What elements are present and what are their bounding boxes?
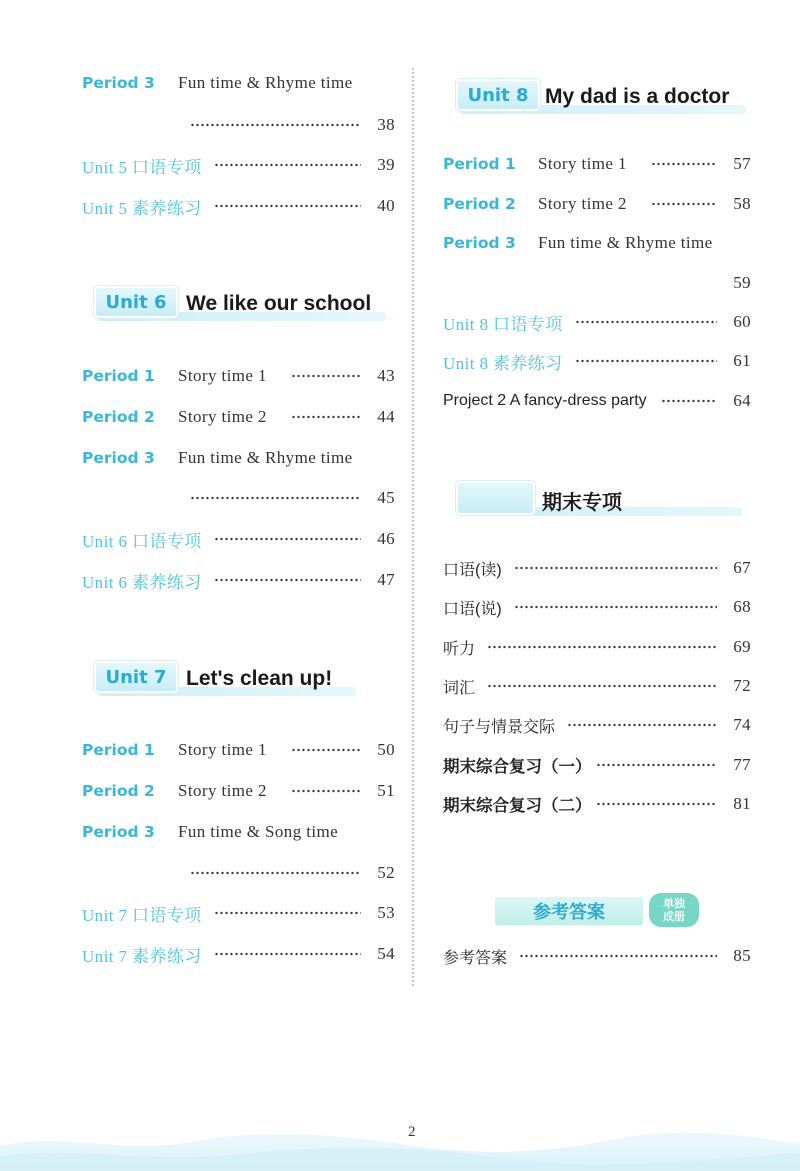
entry-title: Story time 1	[538, 154, 627, 173]
unit-practice-label: Unit 7 口语专项	[82, 905, 202, 925]
dot-leader	[651, 162, 717, 166]
page-number: 74	[733, 715, 751, 734]
toc-entry	[82, 819, 395, 845]
dot-leader	[291, 415, 361, 419]
toc-entry	[82, 778, 395, 804]
dot-leader	[596, 763, 718, 767]
toc-entry	[443, 634, 751, 660]
heading-box	[456, 481, 535, 515]
badge-line: 成册	[663, 910, 685, 923]
dot-leader	[567, 723, 717, 727]
entry-label: 口语(说)	[443, 600, 502, 618]
entry-title: Story time 1	[178, 740, 267, 759]
page-number: 53	[377, 903, 395, 922]
dot-leader	[190, 496, 361, 500]
dot-leader	[661, 399, 717, 403]
toc-entry	[82, 363, 395, 389]
dot-leader	[575, 359, 717, 363]
entry-label: 词汇	[443, 679, 476, 697]
page-number: 57	[733, 154, 751, 173]
toc-entry	[443, 555, 751, 581]
entry-title: Fun time & Rhyme time	[178, 73, 353, 92]
page-number: 68	[733, 597, 751, 616]
dot-leader	[291, 789, 361, 793]
dot-leader	[190, 123, 361, 127]
dot-leader	[214, 163, 361, 167]
page-number-footer: 2	[408, 1124, 416, 1140]
dot-leader	[190, 871, 361, 875]
page-number: 50	[377, 740, 395, 759]
dot-leader	[519, 954, 717, 958]
page-number: 58	[733, 194, 751, 213]
page-number: 72	[733, 676, 751, 695]
toc-entry	[82, 737, 395, 763]
page-number: 54	[377, 944, 395, 963]
answers-heading: 参考答案	[493, 895, 645, 927]
unit-practice-label: Unit 6 素养练习	[82, 572, 202, 592]
unit-title: Let's clean up!	[186, 667, 333, 690]
toc-entry	[82, 526, 395, 552]
page-number: 52	[377, 863, 395, 882]
page-number: 60	[733, 312, 751, 331]
period-label: Period 3	[443, 234, 516, 252]
entry-title: Story time 2	[178, 781, 267, 800]
entry-title: Fun time & Rhyme time	[538, 233, 713, 252]
toc-entry	[82, 941, 395, 967]
period-label: Period 1	[82, 367, 155, 385]
page-number: 51	[377, 781, 395, 800]
toc-entry	[443, 388, 751, 414]
unit-badge: Unit 8	[456, 79, 540, 111]
page-number: 45	[377, 488, 395, 507]
dot-leader	[575, 320, 717, 324]
unit-heading	[94, 661, 356, 701]
entry-label: 听力	[443, 640, 476, 658]
dot-leader	[514, 605, 717, 609]
dot-leader	[291, 748, 361, 752]
page-number: 81	[733, 794, 751, 813]
toc-entry	[82, 404, 395, 430]
period-label: Period 1	[82, 741, 155, 759]
period-label: Period 2	[443, 195, 516, 213]
page-number: 77	[733, 755, 751, 774]
toc-entry	[82, 70, 395, 96]
dot-leader	[596, 802, 718, 806]
toc-entry	[443, 752, 751, 778]
dot-leader	[214, 578, 361, 582]
badge-line: 单独	[663, 897, 685, 910]
dot-leader	[487, 645, 717, 649]
page-number: 64	[733, 391, 751, 410]
period-label: Period 3	[82, 449, 155, 467]
period-label: Period 2	[82, 408, 155, 426]
page-number: 61	[733, 351, 751, 370]
toc-entry	[443, 673, 751, 699]
page-number: 85	[733, 946, 751, 965]
page-number: 38	[377, 115, 395, 134]
period-label: Period 2	[82, 782, 155, 800]
page-number: 46	[377, 529, 395, 548]
final-review-heading	[456, 481, 742, 521]
dot-leader	[651, 202, 717, 206]
page-number: 39	[377, 155, 395, 174]
dot-leader	[487, 684, 717, 688]
page-number: 69	[733, 637, 751, 656]
period-label: Period 3	[82, 823, 155, 841]
toc-entry	[443, 151, 751, 177]
entry-title: Fun time & Rhyme time	[178, 448, 353, 467]
page-number: 59	[733, 273, 751, 292]
unit-badge: Unit 6	[94, 286, 178, 318]
toc-entry	[443, 943, 751, 969]
entry-title: Story time 2	[178, 407, 267, 426]
page-number: 44	[377, 407, 395, 426]
toc-entry	[82, 152, 395, 178]
section-title: 期末专项	[542, 490, 622, 514]
unit-title: My dad is a doctor	[545, 85, 730, 108]
unit-practice-label: Unit 7 素养练习	[82, 946, 202, 966]
entry-label: 口语(读)	[443, 561, 502, 579]
toc-entry	[443, 594, 751, 620]
period-label: Period 1	[443, 155, 516, 173]
entry-title: Fun time & Song time	[178, 822, 339, 841]
toc-entry	[82, 445, 395, 471]
toc-entry-continuation	[443, 270, 751, 296]
project-label: Project 2 A fancy-dress party	[443, 392, 647, 409]
period-label: Period 3	[82, 74, 155, 92]
dot-leader	[514, 566, 717, 570]
toc-entry	[82, 567, 395, 593]
dot-leader	[214, 204, 361, 208]
entry-label: 期末综合复习（一）	[443, 758, 592, 776]
entry-label: 参考答案	[443, 949, 508, 967]
toc-entry	[443, 791, 751, 817]
dot-leader	[214, 952, 361, 956]
unit-practice-label: Unit 5 口语专项	[82, 157, 202, 177]
dot-leader	[214, 911, 361, 915]
toc-entry	[443, 191, 751, 217]
page-number: 43	[377, 366, 395, 385]
unit-practice-label: Unit 5 素养练习	[82, 198, 202, 218]
page-number: 67	[733, 558, 751, 577]
toc-entry	[443, 348, 751, 374]
toc-entry	[443, 230, 751, 256]
dot-leader	[291, 374, 361, 378]
entry-title: Story time 1	[178, 366, 267, 385]
entry-label: 期末综合复习（二）	[443, 797, 592, 815]
unit-heading	[94, 286, 386, 326]
page-number: 40	[377, 196, 395, 215]
page-number: 47	[377, 570, 395, 589]
toc-entry	[443, 712, 751, 738]
unit-badge: Unit 7	[94, 661, 178, 693]
toc-entry	[82, 900, 395, 926]
unit-title: We like our school	[186, 292, 372, 315]
toc-entry	[443, 309, 751, 335]
column-divider	[412, 68, 414, 986]
unit-practice-label: Unit 6 口语专项	[82, 531, 202, 551]
toc-entry-continuation	[82, 485, 395, 511]
dot-leader	[214, 537, 361, 541]
toc-entry-continuation	[82, 860, 395, 886]
entry-title: Story time 2	[538, 194, 627, 213]
unit-heading	[456, 79, 746, 119]
bottom-wave-decoration	[0, 1124, 800, 1171]
unit-practice-label: Unit 8 口语专项	[443, 314, 563, 334]
toc-entry-continuation	[82, 112, 395, 138]
toc-entry	[82, 193, 395, 219]
unit-practice-label: Unit 8 素养练习	[443, 353, 563, 373]
entry-label: 句子与情景交际	[443, 718, 556, 736]
separate-volume-badge	[649, 893, 699, 927]
